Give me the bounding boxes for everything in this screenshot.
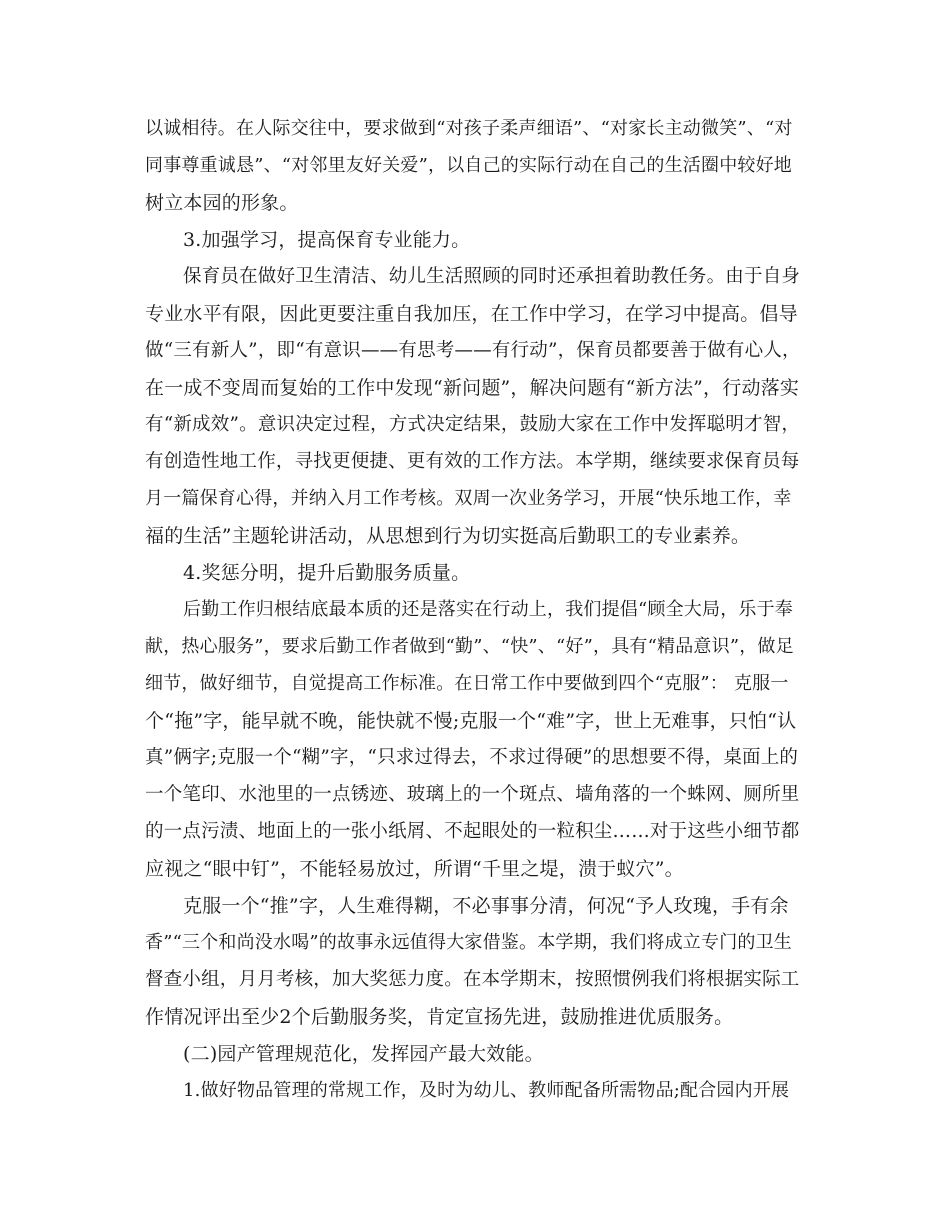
text-line: 督查小组，月月考核，加大奖惩力度。在本学期末，按照惯例我们将根据实际工: [145, 969, 800, 990]
section-heading: 4.奖惩分明，提升后勤服务质量。: [183, 562, 471, 584]
text-line: 的一点污渍、地面上的一张小纸屑、不起眼处的一粒积尘……对于这些小细节都: [145, 821, 800, 842]
text-line: 同事尊重诚恳”、“对邻里友好关爱”，以自己的实际行动在自己的生活圈中较好地: [145, 155, 793, 176]
text-line: 应视之“眼中钉”，不能轻易放过，所谓“千里之堤，溃于蚁穴”。: [145, 858, 684, 880]
text-line: 1.做好物品管理的常规工作，及时为幼儿、教师配备所需物品;配合园内开展: [183, 1080, 790, 1101]
text-line: 以诚相待。在人际交往中，要求做到“对孩子柔声细语”、“对家长主动微笑”、“对: [145, 118, 793, 139]
text-line: 福的生活”主题轮讲活动，从思想到行为切实挺高后勤职工的专业素养。: [145, 525, 751, 547]
text-line: 有“新成效”。意识决定过程，方式决定结果，鼓励大家在工作中发挥聪明才智，: [145, 414, 801, 435]
text-line: 香”“三个和尚没水喝”的故事永远值得大家借鉴。本学期，我们将成立专门的卫生: [145, 932, 793, 953]
text-line: 保育员在做好卫生清洁、幼儿生活照顾的同时还承担着助教任务。由于自身: [183, 266, 801, 287]
section-heading: (二)园产管理规范化，发挥园产最大效能。: [183, 1043, 544, 1065]
text-line: 作情况评出至少2个后勤服务奖，肯定宣扬先进，鼓励推进优质服务。: [145, 1006, 734, 1028]
text-line: 在一成不变周而复始的工作中发现“新问题”，解决问题有“新方法”，行动落实: [145, 377, 800, 399]
text-line: 有创造性地工作，寻找更便捷、更有效的工作方法。本学期，继续要求保育员每: [145, 451, 800, 472]
section-heading: 3.加强学习，提高保育专业能力。: [183, 229, 471, 251]
text-line: 后勤工作归根结底最本质的还是落实在行动上，我们提倡“顾全大局，乐于奉: [183, 599, 793, 620]
text-line: 做“三有新人”，即“有意识——有思考——有行动”，保育员都要善于做有心人，: [145, 340, 801, 361]
text-line: 一个笔印、水池里的一点锈迹、玻璃上的一个斑点、墙角落的一个蛛网、厕所里: [145, 784, 800, 805]
text-line: 细节，做好细节，自觉提高工作标准。在日常工作中要做到四个“克服”： 克服一: [145, 673, 789, 694]
text-line: 真”俩字;克服一个“糊”字，“只求过得去，不求过得硬”的思想要不得，桌面上的: [145, 747, 799, 768]
text-line: 专业水平有限，因此更要注重自我加压，在工作中学习，在学习中提高。倡导: [145, 303, 798, 325]
text-line: 献，热心服务”，要求后勤工作者做到“勤”、“快”、“好”，具有“精品意识”，做足: [145, 636, 794, 657]
text-line: 个“拖”字，能早就不晚，能快就不慢;克服一个“难”字，世上无难事，只怕“认: [145, 710, 797, 732]
text-line: 树立本园的形象。: [145, 192, 299, 214]
document-page: [145, 0, 805, 1230]
text-line: 月一篇保育心得，并纳入月工作考核。双周一次业务学习，开展“快乐地工作，幸: [145, 488, 792, 509]
text-line: 克服一个“推”字，人生难得糊，不必事事分清，何况“予人玫瑰，手有余: [183, 895, 789, 917]
